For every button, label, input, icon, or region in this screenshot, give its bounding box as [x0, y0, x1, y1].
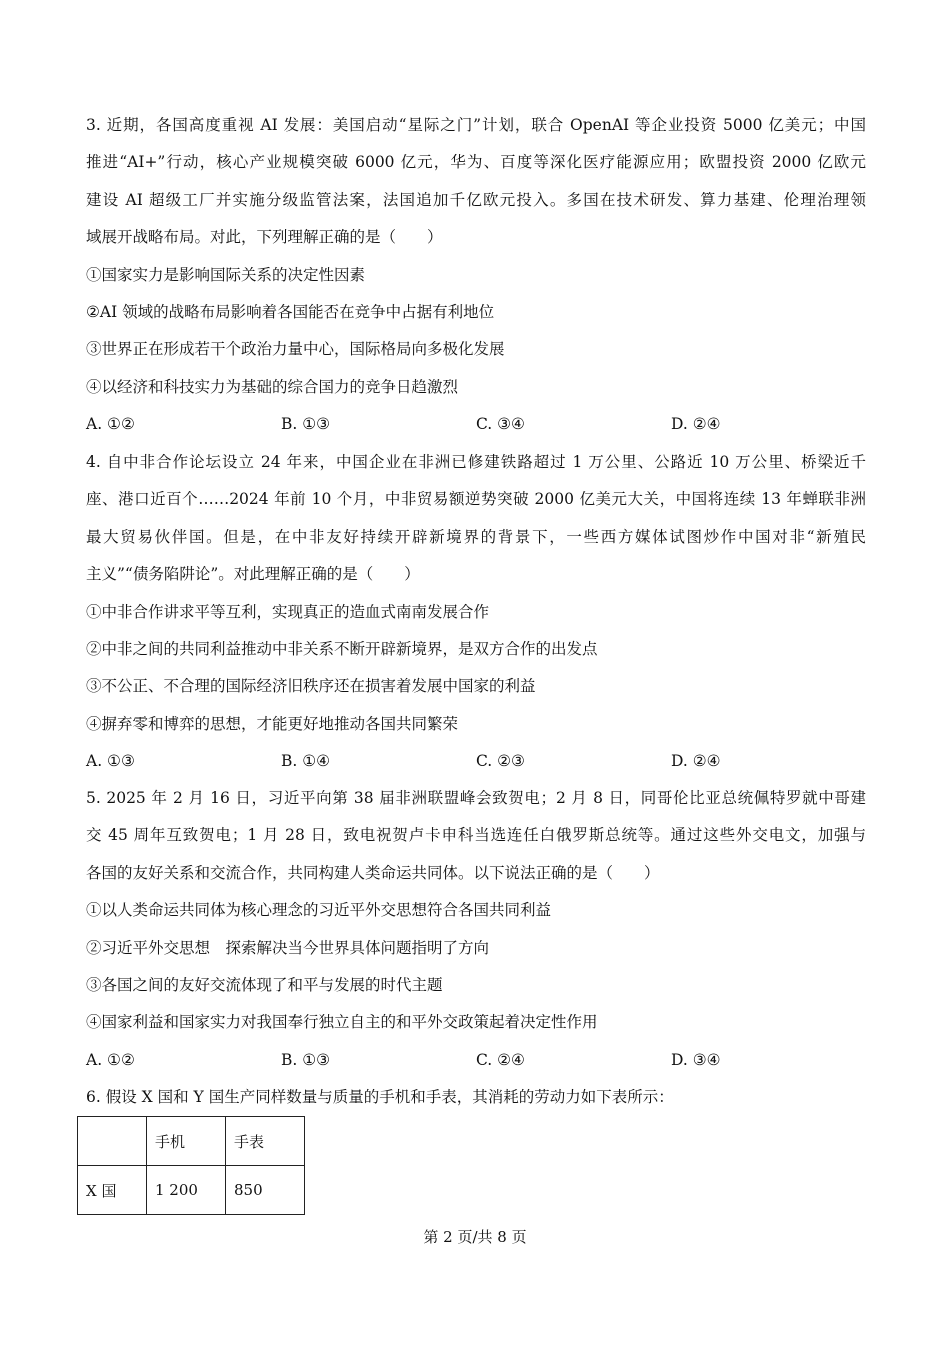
option-d: D. ②④ — [671, 415, 721, 434]
option-b: B. ①③ — [281, 1050, 331, 1069]
option-c: C. ②③ — [476, 752, 525, 771]
labor-table — [77, 1116, 305, 1215]
option-c: C. ③④ — [476, 415, 525, 434]
question-5 — [86, 780, 866, 1079]
table-header-row — [78, 1117, 305, 1166]
table-cell: 1 200 — [147, 1166, 226, 1215]
question-text-line: 3. 近期，各国高度重视 AI 发展：美国启动“星际之门”计划，联合 OpenAI 等企业投资 5000 亿美元；中国 — [86, 116, 866, 134]
question-text-line: 域展开战略布局。对此，下列理解正确的是（ ） — [86, 228, 443, 247]
option-a: A. ①③ — [86, 752, 135, 771]
question-text-line: 5. 2025 年 2 月 16 日，习近平向第 38 届非洲联盟峰会致贺电；2 月 8 日，同哥伦比亚总统佩特罗就中哥建 — [86, 789, 866, 807]
statement-item: ④以经济和科技实力为基础的综合国力的竞争日趋激烈 — [86, 377, 459, 396]
table-cell: X 国 — [78, 1166, 147, 1215]
question-text-line: 交 45 周年互致贺电；1 月 28 日，致电祝贺卢卡申科当选连任白俄罗斯总统等。通过这些外交电文，加强与 — [86, 826, 866, 845]
answer-options — [86, 743, 866, 780]
statement-item: ③世界正在形成若干个政治力量中心，国际格局向多极化发展 — [86, 340, 505, 359]
question-text-line: 各国的友好关系和交流合作，共同构建人类命运共同体。以下说法正确的是（ ） — [86, 863, 660, 882]
statement-item: ①中非合作讲求平等互利，实现真正的造血式南南发展合作 — [86, 602, 490, 621]
question-text-line: 主义”“债务陷阱论”。对此理解正确的是（ ） — [86, 565, 420, 584]
table-cell: 850 — [226, 1166, 305, 1215]
table-row — [78, 1166, 305, 1215]
statement-item: ④摒弃零和博弈的思想，才能更好地推动各国共同繁荣 — [86, 714, 459, 733]
statement-item: ④国家利益和国家实力对我国奉行独立自主的和平外交政策起着决定性作用 — [86, 1013, 598, 1032]
option-a: A. ①② — [86, 1050, 135, 1069]
question-6 — [86, 1079, 866, 1116]
table-header-cell — [78, 1117, 147, 1166]
question-text-line: 最大贸易伙伴国。但是，在中非友好持续开辟新境界的背景下，一些西方媒体试图炒作中国对非“新殖民 — [86, 527, 866, 546]
question-text-line: 建设 AI 超级工厂并实施分级监管法案，法国追加千亿欧元投入。多国在技术研发、算力基建、伦理治理领 — [86, 190, 866, 209]
table-header-cell: 手表 — [226, 1117, 305, 1166]
question-text-line: 6. 假设 X 国和 Y 国生产同样数量与质量的手机和手表，其消耗的劳动力如下表所示： — [86, 1088, 674, 1106]
option-d: D. ③④ — [671, 1050, 721, 1069]
option-a: A. ①② — [86, 415, 135, 434]
answer-options — [86, 406, 866, 443]
option-b: B. ①③ — [281, 415, 331, 434]
statement-item: ②AI 领域的战略布局影响着各国能否在竞争中占据有利地位 — [86, 302, 495, 321]
statement-item: ①以人类命运共同体为核心理念的习近平外交思想符合各国共同利益 — [86, 901, 552, 920]
question-text-line: 4. 自中非合作论坛设立 24 年来，中国企业在非洲已修建铁路超过 1 万公里、公路近 10 万公里、桥梁近千 — [86, 453, 866, 471]
question-text-line: 座、港口近百个……2024 年前 10 个月，中非贸易额逆势突破 2000 亿美元大关，中国将连续 13 年蝉联非洲 — [86, 490, 866, 509]
statement-item: ③各国之间的友好交流体现了和平与发展的时代主题 — [86, 975, 443, 994]
statement-item: ①国家实力是影响国际关系的决定性因素 — [86, 265, 366, 284]
question-text-line: 推进“AI+”行动，核心产业规模突破 6000 亿元，华为、百度等深化医疗能源应用；欧盟投资 2000 亿欧元 — [86, 153, 866, 172]
question-4 — [86, 444, 866, 781]
page-number: 第 2 页/共 8 页 — [423, 1228, 527, 1246]
statement-item: ③不公正、不合理的国际经济旧秩序还在损害着发展中国家的利益 — [86, 677, 536, 696]
option-c: C. ②④ — [476, 1050, 525, 1069]
table-header-cell: 手机 — [147, 1117, 226, 1166]
question-3 — [86, 107, 866, 444]
option-b: B. ①④ — [281, 752, 331, 771]
statement-item: ②中非之间的共同利益推动中非关系不断开辟新境界，是双方合作的出发点 — [86, 639, 598, 658]
option-d: D. ②④ — [671, 752, 721, 771]
answer-options — [86, 1042, 866, 1079]
statement-item: ②习近平外交思想 探索解决当今世界具体问题指明了方向 — [86, 938, 490, 957]
